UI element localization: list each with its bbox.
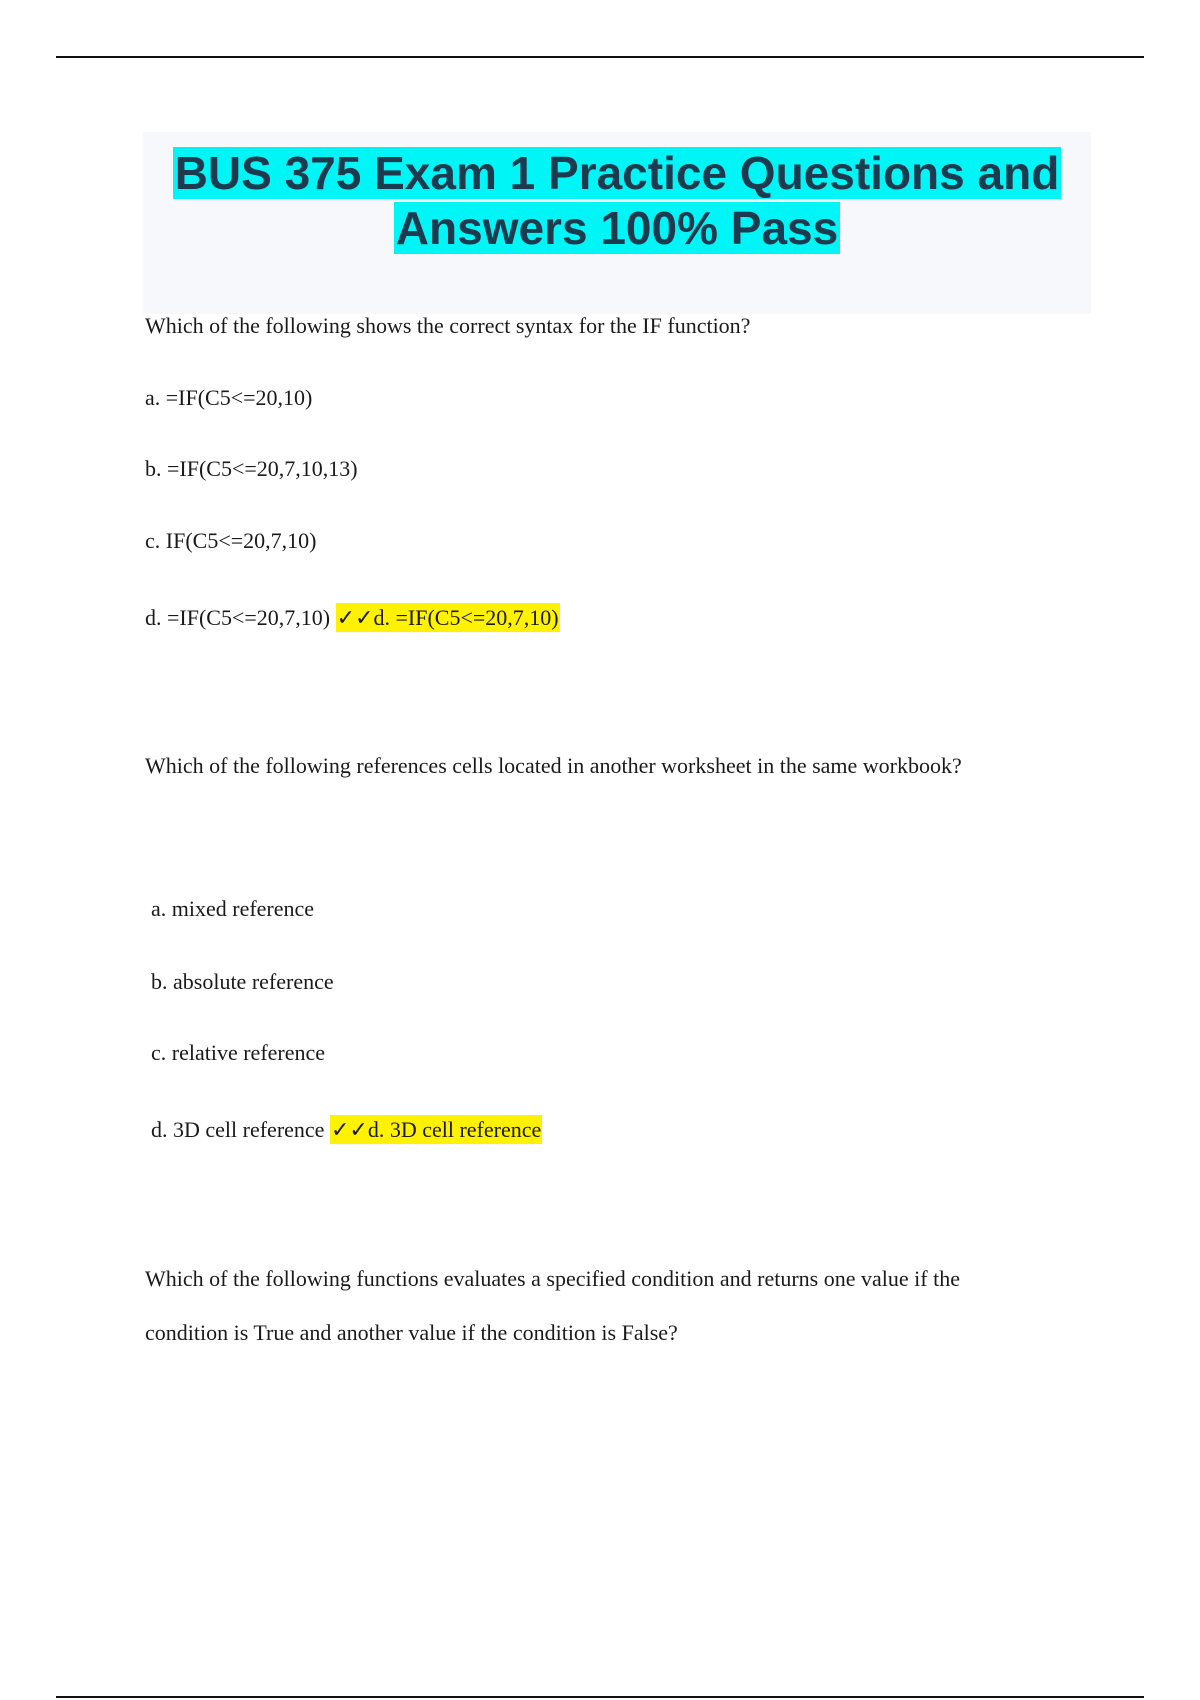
question-1-option-b: b. =IF(C5<=20,7,10,13) xyxy=(145,456,358,481)
page-title xyxy=(143,146,1091,256)
title-line-2: Answers 100% Pass xyxy=(395,202,839,254)
question-2-option-a: a. mixed reference xyxy=(151,896,315,921)
question-3-text-line-1: Which of the following functions evaluates a specified condition and returns one value if the xyxy=(145,1266,960,1291)
question-1-text: Which of the following shows the correct syntax for the IF function? xyxy=(145,313,751,338)
question-2-option-d: d. 3D cell reference xyxy=(151,1117,325,1142)
question-2-option-c: c. relative reference xyxy=(151,1040,326,1065)
title-line-1: BUS 375 Exam 1 Practice Questions and xyxy=(174,147,1060,199)
question-1-option-d-row xyxy=(145,603,560,633)
top-rule xyxy=(56,56,1144,58)
title-block xyxy=(143,132,1091,314)
question-2-answer: ✓✓d. 3D cell reference xyxy=(330,1117,542,1142)
question-1-answer: ✓✓d. =IF(C5<=20,7,10) xyxy=(336,605,559,630)
question-1-option-d: d. =IF(C5<=20,7,10) xyxy=(145,605,331,630)
question-2-text: Which of the following references cells located in another worksheet in the same workbook? xyxy=(145,753,962,778)
question-3-text-line-2: condition is True and another value if the condition is False? xyxy=(145,1320,678,1345)
bottom-rule xyxy=(56,1696,1144,1698)
question-2-option-d-row xyxy=(151,1115,542,1145)
question-1-option-c: c. IF(C5<=20,7,10) xyxy=(145,528,317,553)
question-1-option-a: a. =IF(C5<=20,10) xyxy=(145,385,313,410)
question-2-option-b: b. absolute reference xyxy=(151,969,334,994)
